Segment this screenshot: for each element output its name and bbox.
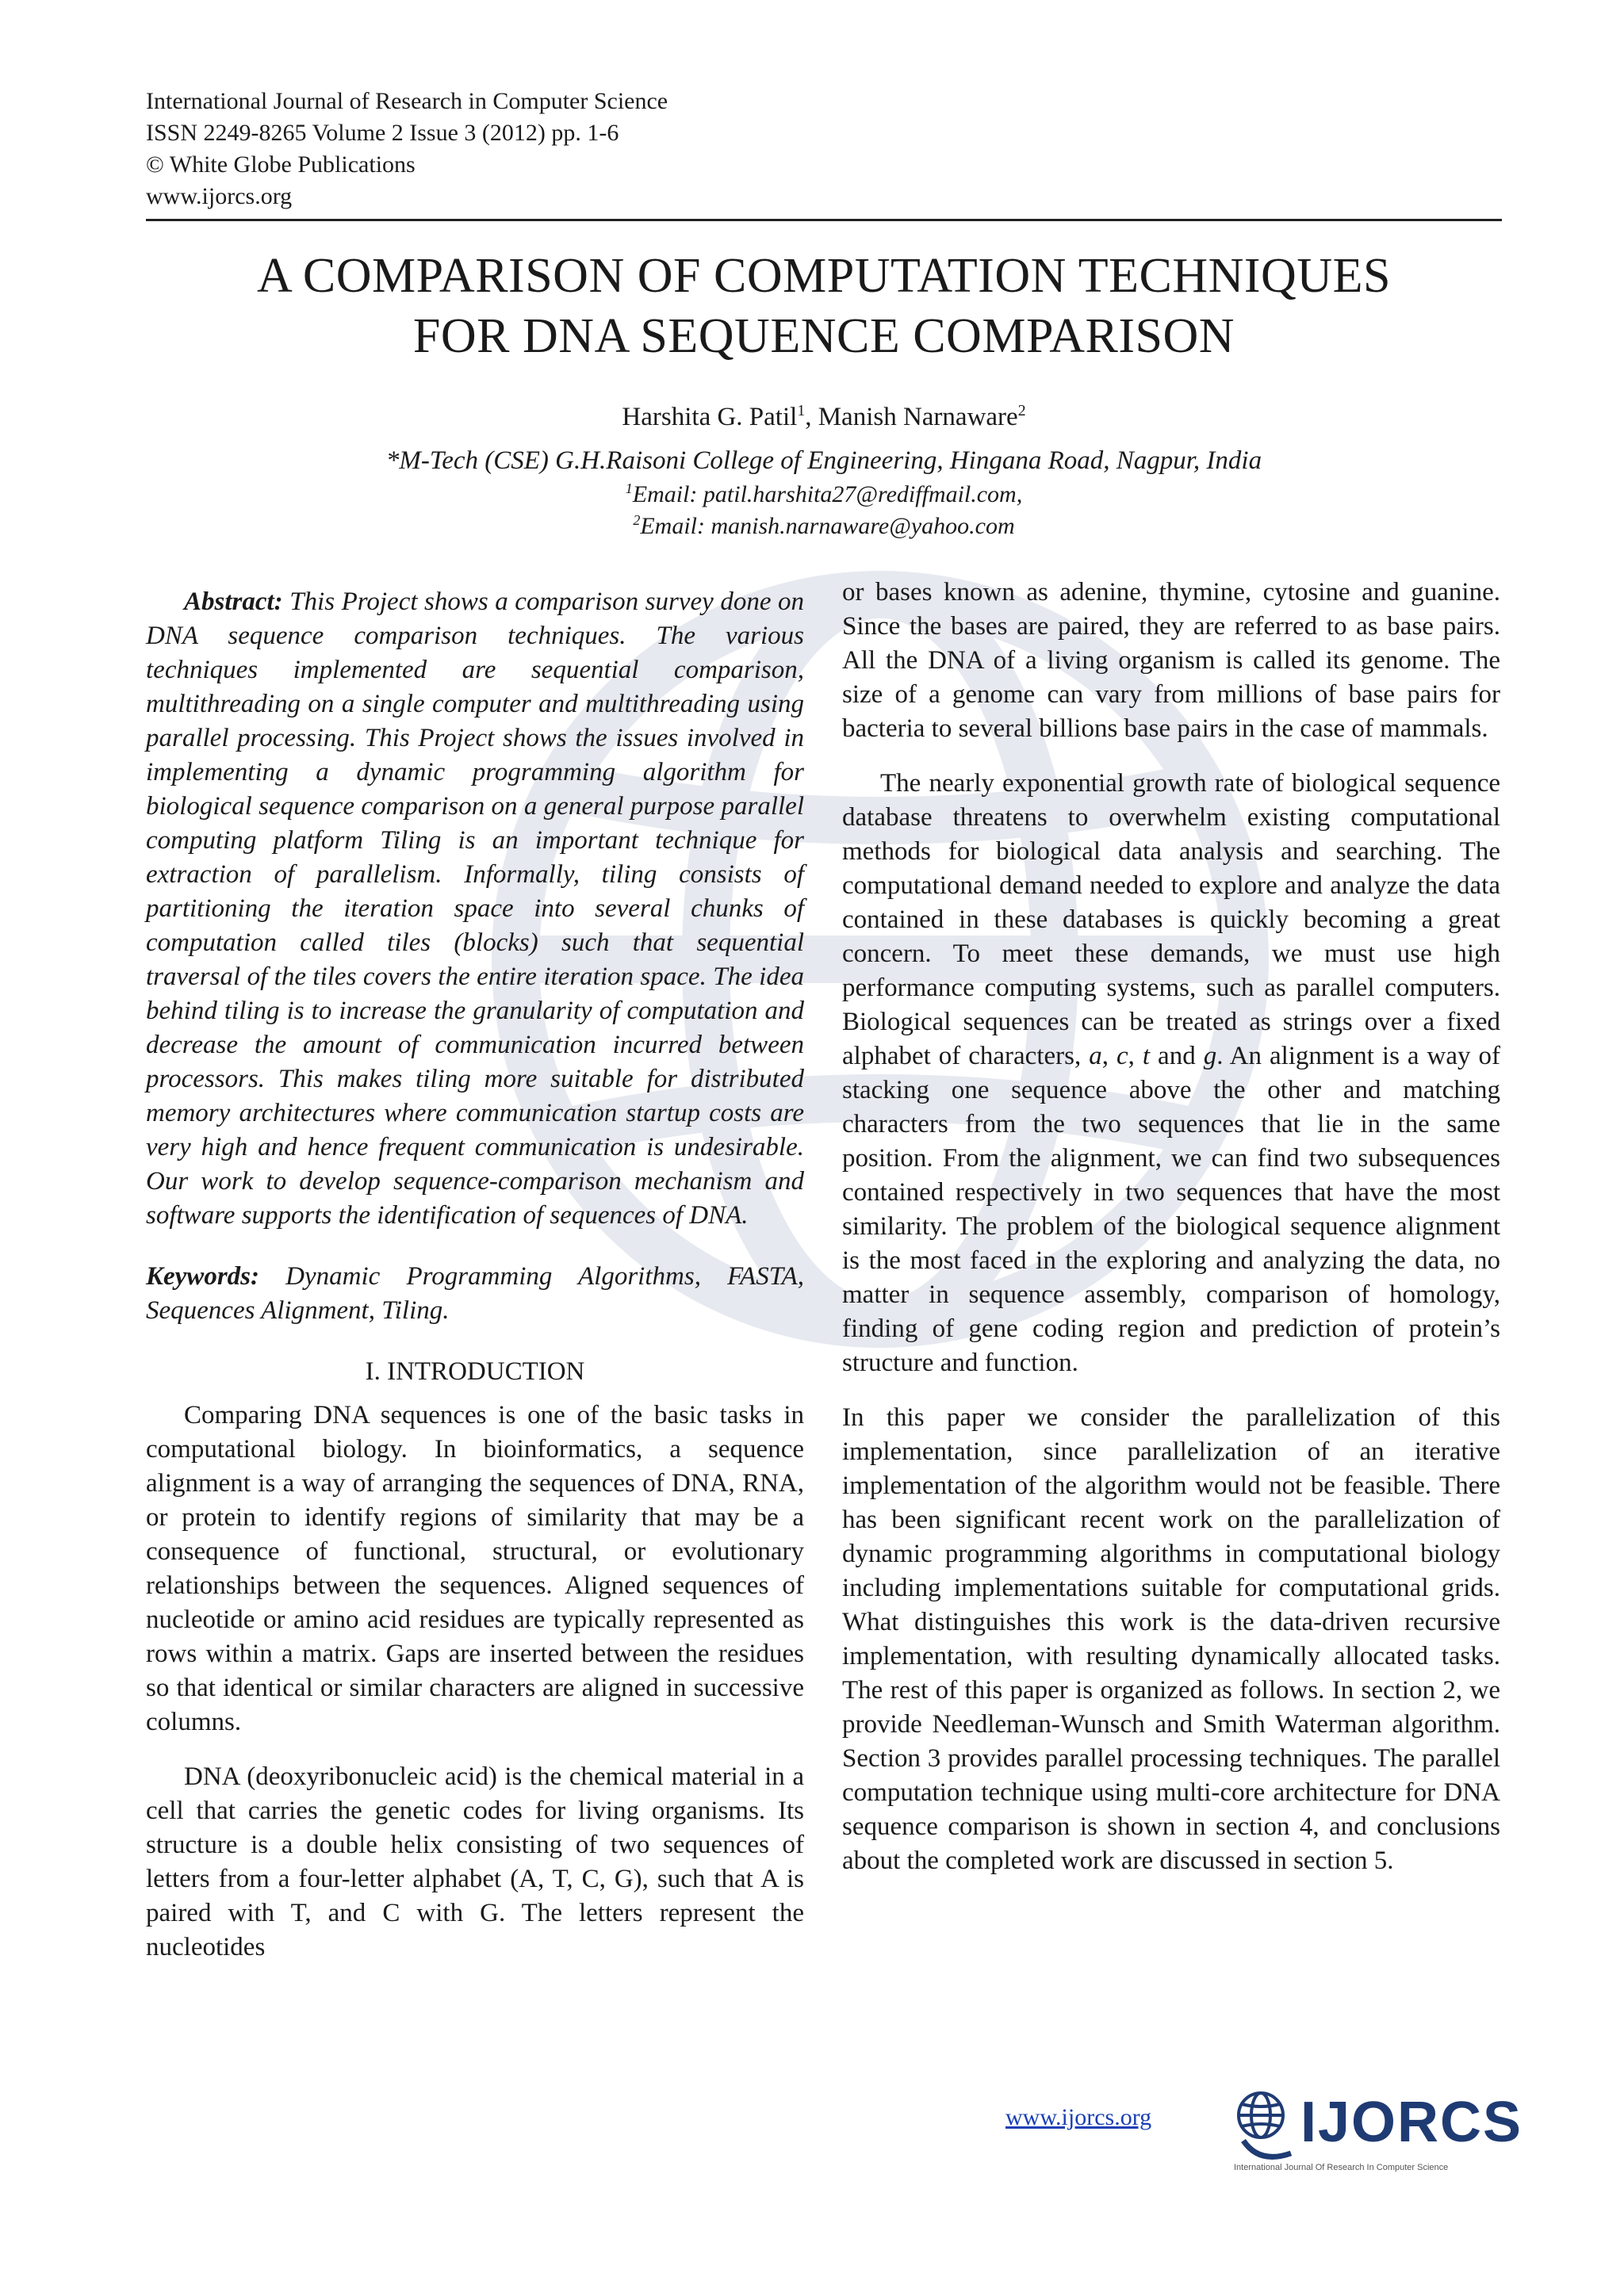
header-divider <box>146 219 1502 221</box>
author-1-sup: 1 <box>797 402 806 419</box>
right-column <box>842 576 1500 1878</box>
keywords <box>146 1260 804 1328</box>
abstract-label: Abstract: <box>184 587 283 616</box>
right-paragraph-2-part-b: . An alignment is a way of stacking one sequence above the other and matching characters from the two sequences that lie in the same position. From the alignment, we can find two subsequences contained respectively in two sequences that have the most similarity. The problem of the biological sequence alignment is the most faced in the exploring and analyzing the data, no matter in sequence assembly, comparison of homology, finding of gene coding region and prediction of protein’s structure and function. <box>842 1042 1501 1377</box>
title-line-1: A COMPARISON OF COMPUTATION TECHNIQUES <box>257 249 1391 303</box>
ijorcs-logo-text: IJORCS <box>1300 2091 1523 2154</box>
right-paragraph-2-part-a: The nearly exponential growth rate of biological sequence database threatens to overwhelm existing computational methods for biological data analysis and searching. The computational demand needed to explore and analyze the data contained in these databases is quickly becoming a great concern. To meet these demands, we must use high performance computing systems, such as parallel computers. Biological sequences can be treated as strings over a fixed alphabet of characters, <box>842 769 1500 1070</box>
author-1: Harshita G. Patil <box>622 403 798 431</box>
journal-header <box>146 86 1502 212</box>
paper-title <box>146 246 1502 366</box>
left-column <box>146 585 804 1965</box>
email-2-text: Email: manish.narnaware@yahoo.com <box>640 513 1015 539</box>
author-2-sup: 2 <box>1017 402 1026 419</box>
char-c: c <box>1116 1042 1128 1070</box>
footer-website-link[interactable]: www.ijorcs.org <box>1005 2104 1152 2130</box>
email-2-sup: 2 <box>633 512 641 528</box>
journal-name: International Journal of Research in Computer Science <box>146 88 668 114</box>
affiliation: *M-Tech (CSE) G.H.Raisoni College of Engineering, Hingana Road, Nagpur, India <box>385 446 1262 475</box>
right-paragraph-3: In this paper we consider the parallelization of this implementation, since parallelization of an iterative implementation of the algorithm would not be feasible. There has been significant recent work on the parallelization of dynamic programming algorithms in computational biology including implementations suitable for computational grids. What distinguishes this work is the data-driven recursive implementation, with resulting dynamically allocated tasks. The rest of this paper is organized as follows. In section 2, we provide Needleman-Wunsch and Smith Waterman algorithm. Section 3 provides parallel processing techniques. The parallel computation technique using multi-core architecture for DNA sequence comparison is shown in section 4, and conclusions about the completed work are discussed in section 5. <box>842 1403 1500 1875</box>
comma-1: , <box>1101 1042 1116 1070</box>
and-word: and <box>1150 1042 1204 1070</box>
char-a: a <box>1089 1042 1102 1070</box>
journal-website: www.ijorcs.org <box>146 183 293 209</box>
email-1-sup: 1 <box>625 480 633 496</box>
author-2: Manish Narnaware <box>818 403 1018 431</box>
abstract-text: This Project shows a comparison survey done on DNA sequence comparison techniques. The various techniques implemented are sequential comparison, multithreading on a single computer and multithreading using parallel processing. This Project shows the issues involved in implementing a dynamic programming algorithm for biological sequence comparison on a general purpose parallel computing platform Tiling is an important technique for extraction of parallelism. Informally, tiling consists of partitioning the iteration space into several chunks of computation called tiles (blocks) such that sequential traversal of the tiles covers the entire iteration space. The idea behind tiling is to increase the granularity of computation and decrease the amount of communication incurred between processors. This makes tiling more suitable for distributed memory architectures where communication startup costs are very high and hence frequent communication is undesirable. Our work to develop sequence-comparison mechanism and software supports the identification of sequences of DNA. <box>146 587 804 1230</box>
author-list <box>146 400 1502 434</box>
email-1-text: Email: patil.harshita27@rediffmail.com, <box>632 481 1023 507</box>
abstract <box>146 585 804 1233</box>
journal-issn: ISSN 2249-8265 Volume 2 Issue 3 (2012) pp. 1-6 <box>146 120 619 146</box>
title-line-2: FOR DNA SEQUENCE COMPARISON <box>412 309 1235 363</box>
ijorcs-logo-subtitle: International Journal Of Research In Computer Science <box>1234 2163 1449 2172</box>
author-separator: , <box>805 403 818 431</box>
email-2 <box>146 511 1502 542</box>
email-1 <box>146 479 1502 511</box>
keywords-label: Keywords: <box>146 1262 259 1291</box>
journal-publisher: © White Globe Publications <box>146 151 416 178</box>
comma-2: , <box>1128 1042 1143 1070</box>
right-paragraph-1: or bases known as adenine, thymine, cytosine and guanine. Since the bases are paired, they are referred to as base pairs. All the DNA of a living organism is called its genome. The size of a genome can vary from millions of base pairs for bacteria to several billions base pairs in the case of mammals. <box>842 578 1500 743</box>
section-heading-introduction: I. INTRODUCTION <box>365 1357 585 1386</box>
right-paragraph-2 <box>842 767 1500 1380</box>
char-g: g <box>1203 1042 1217 1070</box>
intro-paragraph-1: Comparing DNA sequences is one of the basic tasks in computational biology. In bioinformatics, a sequence alignment is a way of arranging the sequences of DNA, RNA, or protein to identify regions of similarity that may be a consequence of functional, structural, or evolutionary relationships between the sequences. Aligned sequences of nucleotide or amino acid residues are typically represented as rows within a matrix. Gaps are inserted between the residues so that identical or similar characters are aligned in successive columns. <box>146 1401 804 1736</box>
intro-paragraph-2: DNA (deoxyribonucleic acid) is the chemical material in a cell that carries the genetic codes for living organisms. Its structure is a double helix consisting of two sequences of letters from a four-letter alphabet (A, T, C, G), such that A is paired with T, and C with G. The letters represent the nucleotides <box>146 1762 804 1961</box>
char-t: t <box>1142 1042 1151 1070</box>
keywords-text: Dynamic Programming Algorithms, FASTA, Sequences Alignment, Tiling. <box>146 1262 804 1325</box>
